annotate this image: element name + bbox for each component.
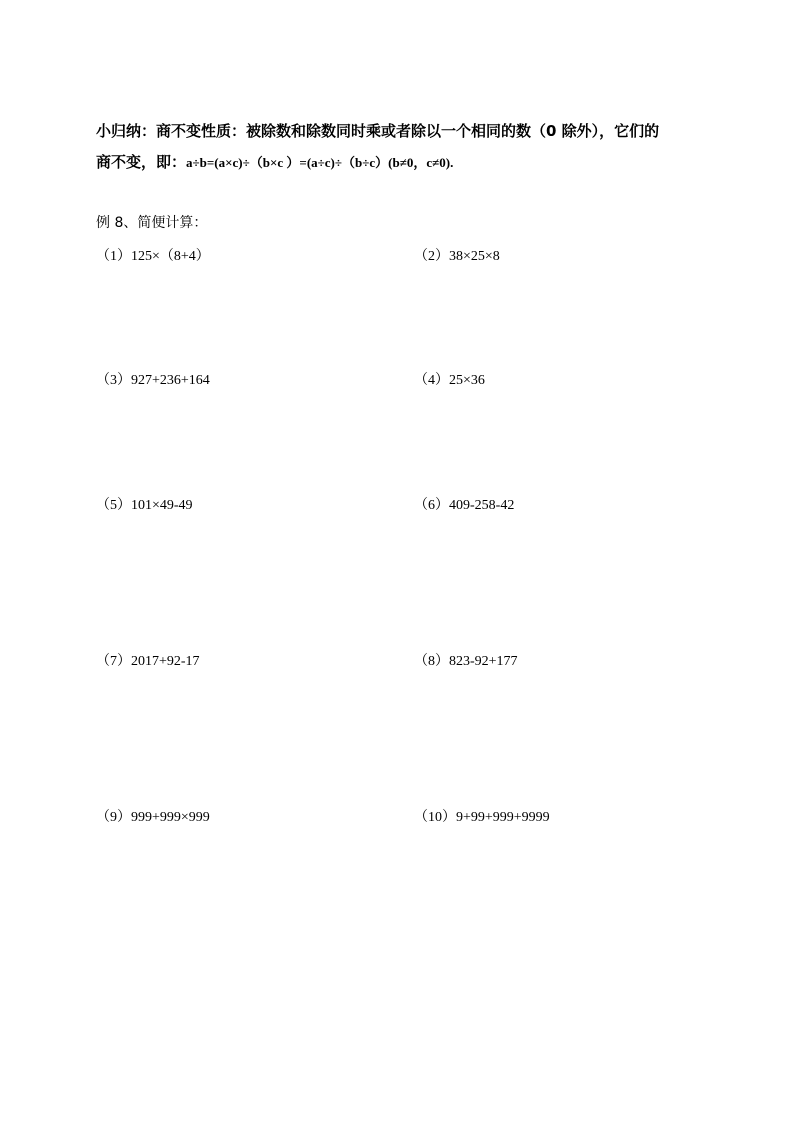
problem-3: （3）927+236+164 [96, 373, 210, 388]
problem-9: （9）999+999×999 [96, 810, 210, 825]
example-title: 例 8、简便计算： [96, 215, 208, 231]
problem-6: （6）409-258-42 [414, 498, 515, 513]
problem-8: （8）823-92+177 [414, 654, 518, 669]
problem-1: （1）125×（8+4） [96, 249, 210, 264]
problem-7: （7）2017+92-17 [96, 654, 200, 669]
summary-formula: a÷b=(a×c)÷（b×c ）=(a÷c)÷（b÷c）(b≠0，c≠0). [186, 155, 454, 170]
summary-line-1: 小归纳：商不变性质：被除数和除数同时乘或者除以一个相同的数（0 除外），它们的 [96, 122, 660, 140]
problem-4: （4）25×36 [414, 373, 485, 388]
problem-10: （10）9+99+999+9999 [414, 810, 550, 825]
problem-2: （2）38×25×8 [414, 249, 500, 264]
summary-line-2 [96, 147, 716, 178]
property-summary [96, 116, 716, 178]
summary-line-2-prefix: 商不变，即： [96, 153, 187, 171]
problem-5: （5）101×49-49 [96, 498, 193, 513]
